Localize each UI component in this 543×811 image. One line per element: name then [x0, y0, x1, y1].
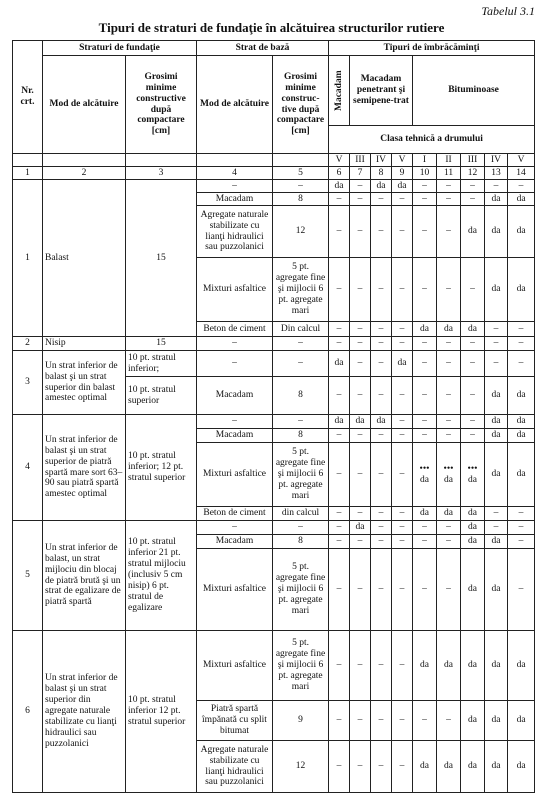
val-cell: – — [485, 507, 508, 521]
val-cell: – — [371, 337, 392, 351]
idx-cell: 6 — [329, 167, 350, 180]
val-cell: – — [371, 631, 392, 701]
val-cell: – — [413, 535, 437, 549]
base-thickness: – — [273, 180, 329, 193]
base-type: – — [197, 415, 273, 429]
base-type: Agregate naturale stabilizate cu lianţi hidraulici sau puzzolanici — [197, 206, 273, 258]
foundation-type: Un strat inferior de balast şi un strat superior din agregate naturale stabilizate cu lianţi hidraulici sau puzzolanici — [43, 631, 126, 793]
val-cell: – — [329, 631, 350, 701]
val-cell: – — [371, 193, 392, 206]
idx-cell: 1 — [13, 167, 43, 180]
val-cell: – — [437, 521, 461, 535]
val-cell: – — [371, 429, 392, 443]
table-title: Tipuri de straturi de fundaţie în alcătuirea structurilor rutiere — [98, 20, 445, 35]
val-cell: da — [485, 193, 508, 206]
base-thickness: 8 — [273, 429, 329, 443]
val-cell: da — [508, 193, 535, 206]
header-bitum: Bituminoase — [413, 56, 535, 126]
val-cell: – — [437, 206, 461, 258]
val-cell: da — [329, 180, 350, 193]
val-cell: da — [485, 549, 508, 631]
foundation-table — [12, 40, 535, 793]
base-type: Agregate naturale stabilizate cu lianţi hidraulici sau puzzolanici — [197, 741, 273, 793]
val-cell: – — [371, 322, 392, 337]
val-cell: – — [350, 429, 371, 443]
val-cell: – — [485, 337, 508, 351]
foundation-thickness: 10 pt. stratul inferior 21 pt. stratul mijlociu (inclusiv 5 cm nisip) 6 pt. stratul de egalizare — [126, 521, 197, 631]
val-cell: da — [508, 631, 535, 701]
foundation-thickness: 10 pt. stratul superior — [126, 377, 197, 415]
header-pavement: Tipuri de îmbrăcăminţi — [329, 41, 535, 56]
header-macadam: Macadam — [329, 56, 350, 126]
idx-cell: 8 — [371, 167, 392, 180]
val-cell: – — [461, 337, 485, 351]
val-cell: – — [329, 429, 350, 443]
val-cell: – — [413, 180, 437, 193]
base-thickness: 8 — [273, 377, 329, 415]
base-thickness: 8 — [273, 535, 329, 549]
base-type: Mixturi asfaltice — [197, 258, 273, 322]
class-cell: IV — [371, 154, 392, 167]
val-cell: – — [508, 507, 535, 521]
val-cell: – — [329, 337, 350, 351]
val-cell: – — [508, 337, 535, 351]
val-cell: – — [392, 206, 413, 258]
val-cell: – — [413, 258, 437, 322]
val-cell: da — [508, 258, 535, 322]
idx-cell: 5 — [273, 167, 329, 180]
row-nr: 1 — [13, 180, 43, 337]
class-cell: V — [508, 154, 535, 167]
table-row — [13, 180, 535, 193]
val-cell: – — [413, 415, 437, 429]
val-cell: da — [485, 631, 508, 701]
header-macadam-penetrant: Macadam penetrant şi semipene-trat — [350, 56, 413, 126]
base-thickness: 12 — [273, 206, 329, 258]
val-cell: da — [461, 206, 485, 258]
row-nr: 5 — [13, 521, 43, 631]
val-cell: – — [371, 377, 392, 415]
val-cell: – — [392, 741, 413, 793]
header-class: Clasa tehnică a drumului — [329, 126, 535, 154]
base-type: Beton de ciment — [197, 322, 273, 337]
val-cell: – — [329, 193, 350, 206]
row-nr: 3 — [13, 351, 43, 415]
foundation-type: Un strat inferior de balast şi un strat superior din balast amestec optimal — [43, 351, 126, 415]
val-cell: – — [329, 741, 350, 793]
base-thickness: – — [273, 337, 329, 351]
val-cell: da — [392, 180, 413, 193]
foundation-type: Nisip — [43, 337, 126, 351]
class-cell: V — [329, 154, 350, 167]
val-cell: – — [329, 535, 350, 549]
idx-cell: 9 — [392, 167, 413, 180]
val-cell: – — [350, 701, 371, 741]
val-cell: – — [437, 377, 461, 415]
val-cell: da — [437, 741, 461, 793]
val-cell — [437, 443, 461, 507]
val-cell: – — [508, 549, 535, 631]
val-cell: – — [392, 443, 413, 507]
idx-cell: 14 — [508, 167, 535, 180]
val-cell: – — [437, 535, 461, 549]
val-cell: – — [508, 521, 535, 535]
val-cell: – — [413, 521, 437, 535]
base-type: Beton de ciment — [197, 507, 273, 521]
val-cell: – — [392, 193, 413, 206]
val-cell: da — [371, 180, 392, 193]
val-cell: da — [461, 535, 485, 549]
val-cell: – — [350, 443, 371, 507]
val-cell: – — [413, 337, 437, 351]
val-cell: – — [461, 377, 485, 415]
table-row — [13, 337, 535, 351]
val-text: da — [444, 474, 453, 485]
val-cell: – — [485, 521, 508, 535]
val-cell: da — [485, 701, 508, 741]
val-cell: – — [485, 180, 508, 193]
row-nr: 6 — [13, 631, 43, 793]
val-cell: – — [437, 193, 461, 206]
val-cell: – — [329, 377, 350, 415]
star-mark: ••• — [467, 463, 478, 474]
val-cell: – — [461, 429, 485, 443]
val-cell: – — [392, 377, 413, 415]
val-cell: da — [485, 741, 508, 793]
header-gros-5: Grosimi minime construc-tive după compactare [cm] — [273, 56, 329, 154]
val-cell: – — [329, 206, 350, 258]
header-nr: Nr. crt. — [13, 41, 43, 154]
val-cell: – — [437, 337, 461, 351]
val-cell: da — [508, 741, 535, 793]
val-cell: da — [461, 322, 485, 337]
val-cell: – — [350, 535, 371, 549]
val-cell: – — [350, 377, 371, 415]
val-cell: – — [371, 258, 392, 322]
val-cell: – — [350, 206, 371, 258]
val-cell: da — [461, 507, 485, 521]
val-text: da — [468, 474, 477, 485]
val-cell: – — [392, 549, 413, 631]
val-cell: da — [485, 206, 508, 258]
placeholder-cell — [197, 154, 273, 167]
placeholder-cell — [13, 154, 43, 167]
val-cell: – — [461, 180, 485, 193]
val-cell: da — [461, 521, 485, 535]
val-cell: – — [329, 521, 350, 535]
val-cell: da — [508, 377, 535, 415]
placeholder-cell — [43, 154, 126, 167]
val-cell: – — [329, 507, 350, 521]
val-cell: da — [350, 415, 371, 429]
idx-cell: 4 — [197, 167, 273, 180]
val-cell: – — [485, 351, 508, 377]
val-cell: – — [329, 549, 350, 631]
val-cell: – — [413, 377, 437, 415]
val-cell: – — [508, 322, 535, 337]
class-cell: IV — [485, 154, 508, 167]
table-row — [13, 521, 535, 535]
base-type: – — [197, 351, 273, 377]
star-mark: ••• — [419, 463, 430, 474]
val-cell: – — [371, 507, 392, 521]
val-cell: – — [413, 429, 437, 443]
base-thickness: 5 pt. agregate fine şi mijlocii 6 pt. agregate mari — [273, 443, 329, 507]
foundation-type: Balast — [43, 180, 126, 337]
base-thickness: – — [273, 521, 329, 535]
placeholder-cell — [126, 154, 197, 167]
val-cell: da — [485, 429, 508, 443]
val-cell: – — [329, 258, 350, 322]
base-thickness: – — [273, 351, 329, 377]
val-cell: – — [350, 741, 371, 793]
base-type: Macadam — [197, 429, 273, 443]
val-cell: – — [437, 351, 461, 377]
val-cell: – — [461, 258, 485, 322]
table-row — [13, 631, 535, 701]
val-cell: da — [485, 535, 508, 549]
val-cell — [413, 443, 437, 507]
val-cell: da — [461, 549, 485, 631]
val-cell: da — [329, 415, 350, 429]
star-mark: ••• — [443, 463, 454, 474]
val-cell: – — [485, 322, 508, 337]
val-cell: da — [392, 351, 413, 377]
base-thickness: 5 pt. agregate fine şi mijlocii 6 pt. agregate mari — [273, 549, 329, 631]
base-type: – — [197, 180, 273, 193]
val-cell: da — [461, 631, 485, 701]
val-cell: – — [350, 193, 371, 206]
base-type: – — [197, 337, 273, 351]
idx-cell: 7 — [350, 167, 371, 180]
val-cell: da — [437, 507, 461, 521]
val-cell: – — [392, 415, 413, 429]
base-thickness: Din calcul — [273, 322, 329, 337]
base-type: – — [197, 521, 273, 535]
class-cell: V — [392, 154, 413, 167]
val-cell: – — [392, 337, 413, 351]
val-cell: – — [508, 535, 535, 549]
val-cell: da — [508, 415, 535, 429]
class-cell: III — [350, 154, 371, 167]
base-type: Mixturi asfaltice — [197, 443, 273, 507]
val-cell: – — [329, 322, 350, 337]
val-cell: – — [413, 351, 437, 377]
val-cell: – — [371, 443, 392, 507]
placeholder-cell — [273, 154, 329, 167]
header-mod-3: Mod de alcătuire — [43, 56, 126, 154]
val-cell: – — [371, 521, 392, 535]
base-type: Macadam — [197, 535, 273, 549]
base-thickness: 5 pt. agregate fine şi mijlocii 6 pt. agregate mari — [273, 258, 329, 322]
base-type: Macadam — [197, 193, 273, 206]
val-cell: – — [350, 507, 371, 521]
class-cell: I — [413, 154, 437, 167]
val-cell: da — [485, 443, 508, 507]
val-cell: – — [413, 549, 437, 631]
table-row — [13, 415, 535, 429]
header-mod-5: Mod de alcătuire — [197, 56, 273, 154]
class-cell: III — [461, 154, 485, 167]
val-cell: da — [508, 701, 535, 741]
base-thickness: 12 — [273, 741, 329, 793]
idx-cell: 13 — [485, 167, 508, 180]
val-cell: – — [392, 521, 413, 535]
val-cell: da — [461, 701, 485, 741]
base-thickness: din calcul — [273, 507, 329, 521]
header-foundation: Straturi de fundaţie — [43, 41, 197, 56]
val-cell: – — [350, 322, 371, 337]
val-cell: – — [508, 180, 535, 193]
base-type: Mixturi asfaltice — [197, 631, 273, 701]
row-nr: 2 — [13, 337, 43, 351]
base-type: Piatră spartă împănată cu split bitumat — [197, 701, 273, 741]
val-cell: – — [413, 701, 437, 741]
val-cell: – — [461, 193, 485, 206]
val-cell: – — [413, 193, 437, 206]
table-number: Tabelul 3.1 — [481, 4, 535, 18]
val-cell: – — [350, 258, 371, 322]
val-cell: – — [392, 631, 413, 701]
val-cell: – — [413, 206, 437, 258]
table-row — [13, 351, 535, 377]
idx-cell: 11 — [437, 167, 461, 180]
val-cell: – — [350, 549, 371, 631]
idx-cell: 3 — [126, 167, 197, 180]
val-cell: – — [437, 701, 461, 741]
val-cell: da — [350, 521, 371, 535]
val-cell: – — [371, 741, 392, 793]
idx-cell: 12 — [461, 167, 485, 180]
foundation-thickness: 10 pt. stratul inferior; — [126, 351, 197, 377]
val-cell: da — [437, 322, 461, 337]
foundation-thickness: 15 — [126, 180, 197, 337]
val-cell: – — [461, 415, 485, 429]
val-cell: da — [413, 322, 437, 337]
val-cell: – — [329, 701, 350, 741]
row-nr: 4 — [13, 415, 43, 521]
base-thickness: – — [273, 415, 329, 429]
val-cell: – — [437, 415, 461, 429]
val-cell: – — [350, 631, 371, 701]
foundation-thickness: 15 — [126, 337, 197, 351]
val-cell: – — [371, 535, 392, 549]
header-gros-3: Grosimi minime constructive după compactare [cm] — [126, 56, 197, 154]
val-cell: – — [392, 429, 413, 443]
val-cell: – — [350, 180, 371, 193]
val-cell: – — [437, 180, 461, 193]
base-type: Macadam — [197, 377, 273, 415]
val-cell: – — [392, 322, 413, 337]
val-cell: – — [437, 549, 461, 631]
base-thickness: 8 — [273, 193, 329, 206]
val-cell: – — [350, 351, 371, 377]
val-cell: – — [371, 206, 392, 258]
base-thickness: 9 — [273, 701, 329, 741]
val-cell: – — [392, 507, 413, 521]
val-cell: – — [350, 337, 371, 351]
idx-cell: 10 — [413, 167, 437, 180]
val-cell: – — [392, 535, 413, 549]
index-row — [13, 167, 535, 180]
val-cell: da — [485, 415, 508, 429]
val-cell: da — [461, 741, 485, 793]
val-cell: – — [329, 443, 350, 507]
val-cell: da — [508, 206, 535, 258]
val-cell: – — [371, 701, 392, 741]
val-cell: da — [508, 429, 535, 443]
idx-cell: 2 — [43, 167, 126, 180]
val-cell: da — [485, 377, 508, 415]
val-cell: – — [371, 549, 392, 631]
val-cell: da — [329, 351, 350, 377]
val-cell: da — [413, 507, 437, 521]
base-type: Mixturi asfaltice — [197, 549, 273, 631]
val-cell: da — [508, 443, 535, 507]
val-cell — [461, 443, 485, 507]
header-base: Strat de bază — [197, 41, 329, 56]
class-cell: II — [437, 154, 461, 167]
base-thickness: 5 pt. agregate fine şi mijlocii 6 pt. agregate mari — [273, 631, 329, 701]
val-text: da — [420, 474, 429, 485]
val-cell: – — [437, 429, 461, 443]
val-cell: da — [413, 631, 437, 701]
foundation-thickness: 10 pt. stratul inferior 12 pt. stratul superior — [126, 631, 197, 793]
val-cell: – — [461, 351, 485, 377]
foundation-type: Un strat inferior de balast, un strat mijlociu din blocaj de piatră brută şi un strat de egalizare de piatră spartă — [43, 521, 126, 631]
val-cell: da — [413, 741, 437, 793]
foundation-thickness: 10 pt. stratul inferior; 12 pt. stratul superior — [126, 415, 197, 521]
val-cell: da — [437, 631, 461, 701]
val-cell: – — [437, 258, 461, 322]
val-cell: da — [371, 415, 392, 429]
foundation-type: Un strat inferior de balast şi un strat superior de piatră spartă mare sort 63–90 sau piatră spartă amestec optimal — [43, 415, 126, 521]
val-cell: – — [392, 701, 413, 741]
val-cell: – — [508, 351, 535, 377]
val-cell: – — [392, 258, 413, 322]
val-cell: – — [371, 351, 392, 377]
val-cell: da — [485, 258, 508, 322]
